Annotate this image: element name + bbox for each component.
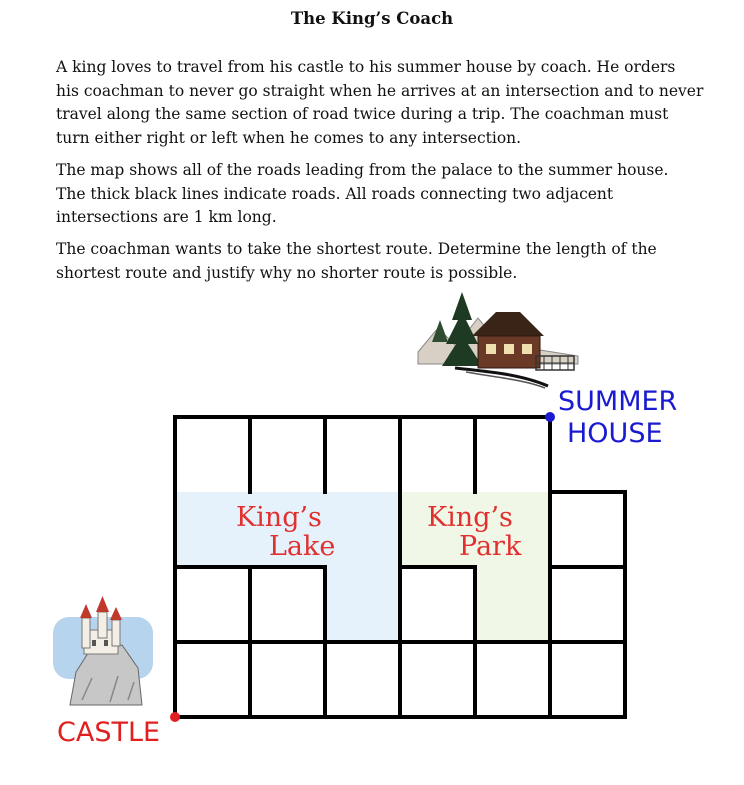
castle-illustration: [53, 596, 153, 705]
kings-park-label-line2: Park: [459, 531, 522, 562]
summer-house-label-line1: SUMMER: [558, 386, 678, 417]
summer-house-illustration: [418, 292, 578, 388]
text-line: his coachman to never go straight when he arrives at an intersection and to never: [56, 81, 704, 100]
summer-house-marker: [545, 412, 555, 422]
text-line: turn either right or left when he comes to any intersection.: [56, 128, 522, 147]
page-title: The King’s Coach: [290, 9, 454, 28]
text-line: travel along the same section of road twice during a trip. The coachman must: [56, 105, 669, 123]
text-line: The thick black lines indicate roads. All roads connecting two adjacent: [56, 184, 614, 203]
castle-marker: [170, 712, 180, 722]
kings-lake-label-line1: King’s: [236, 502, 322, 533]
kings-park-label-line1: King’s: [427, 502, 513, 533]
text-line: The coachman wants to take the shortest route. Determine the length of the: [56, 240, 657, 258]
summer-house-label-line2: HOUSE: [567, 418, 663, 449]
castle-label: CASTLE: [57, 717, 161, 748]
text-line: The map shows all of the roads leading from the palace to the summer house.: [56, 161, 669, 179]
kings-lake-label-line2: Lake: [269, 531, 336, 562]
text-line: intersections are 1 km long.: [56, 208, 277, 226]
text-line: A king loves to travel from his castle to his summer house by coach. He orders: [56, 58, 676, 76]
roads: [175, 417, 625, 717]
text-line: shortest route and justify why no shorter route is possible.: [56, 263, 518, 282]
